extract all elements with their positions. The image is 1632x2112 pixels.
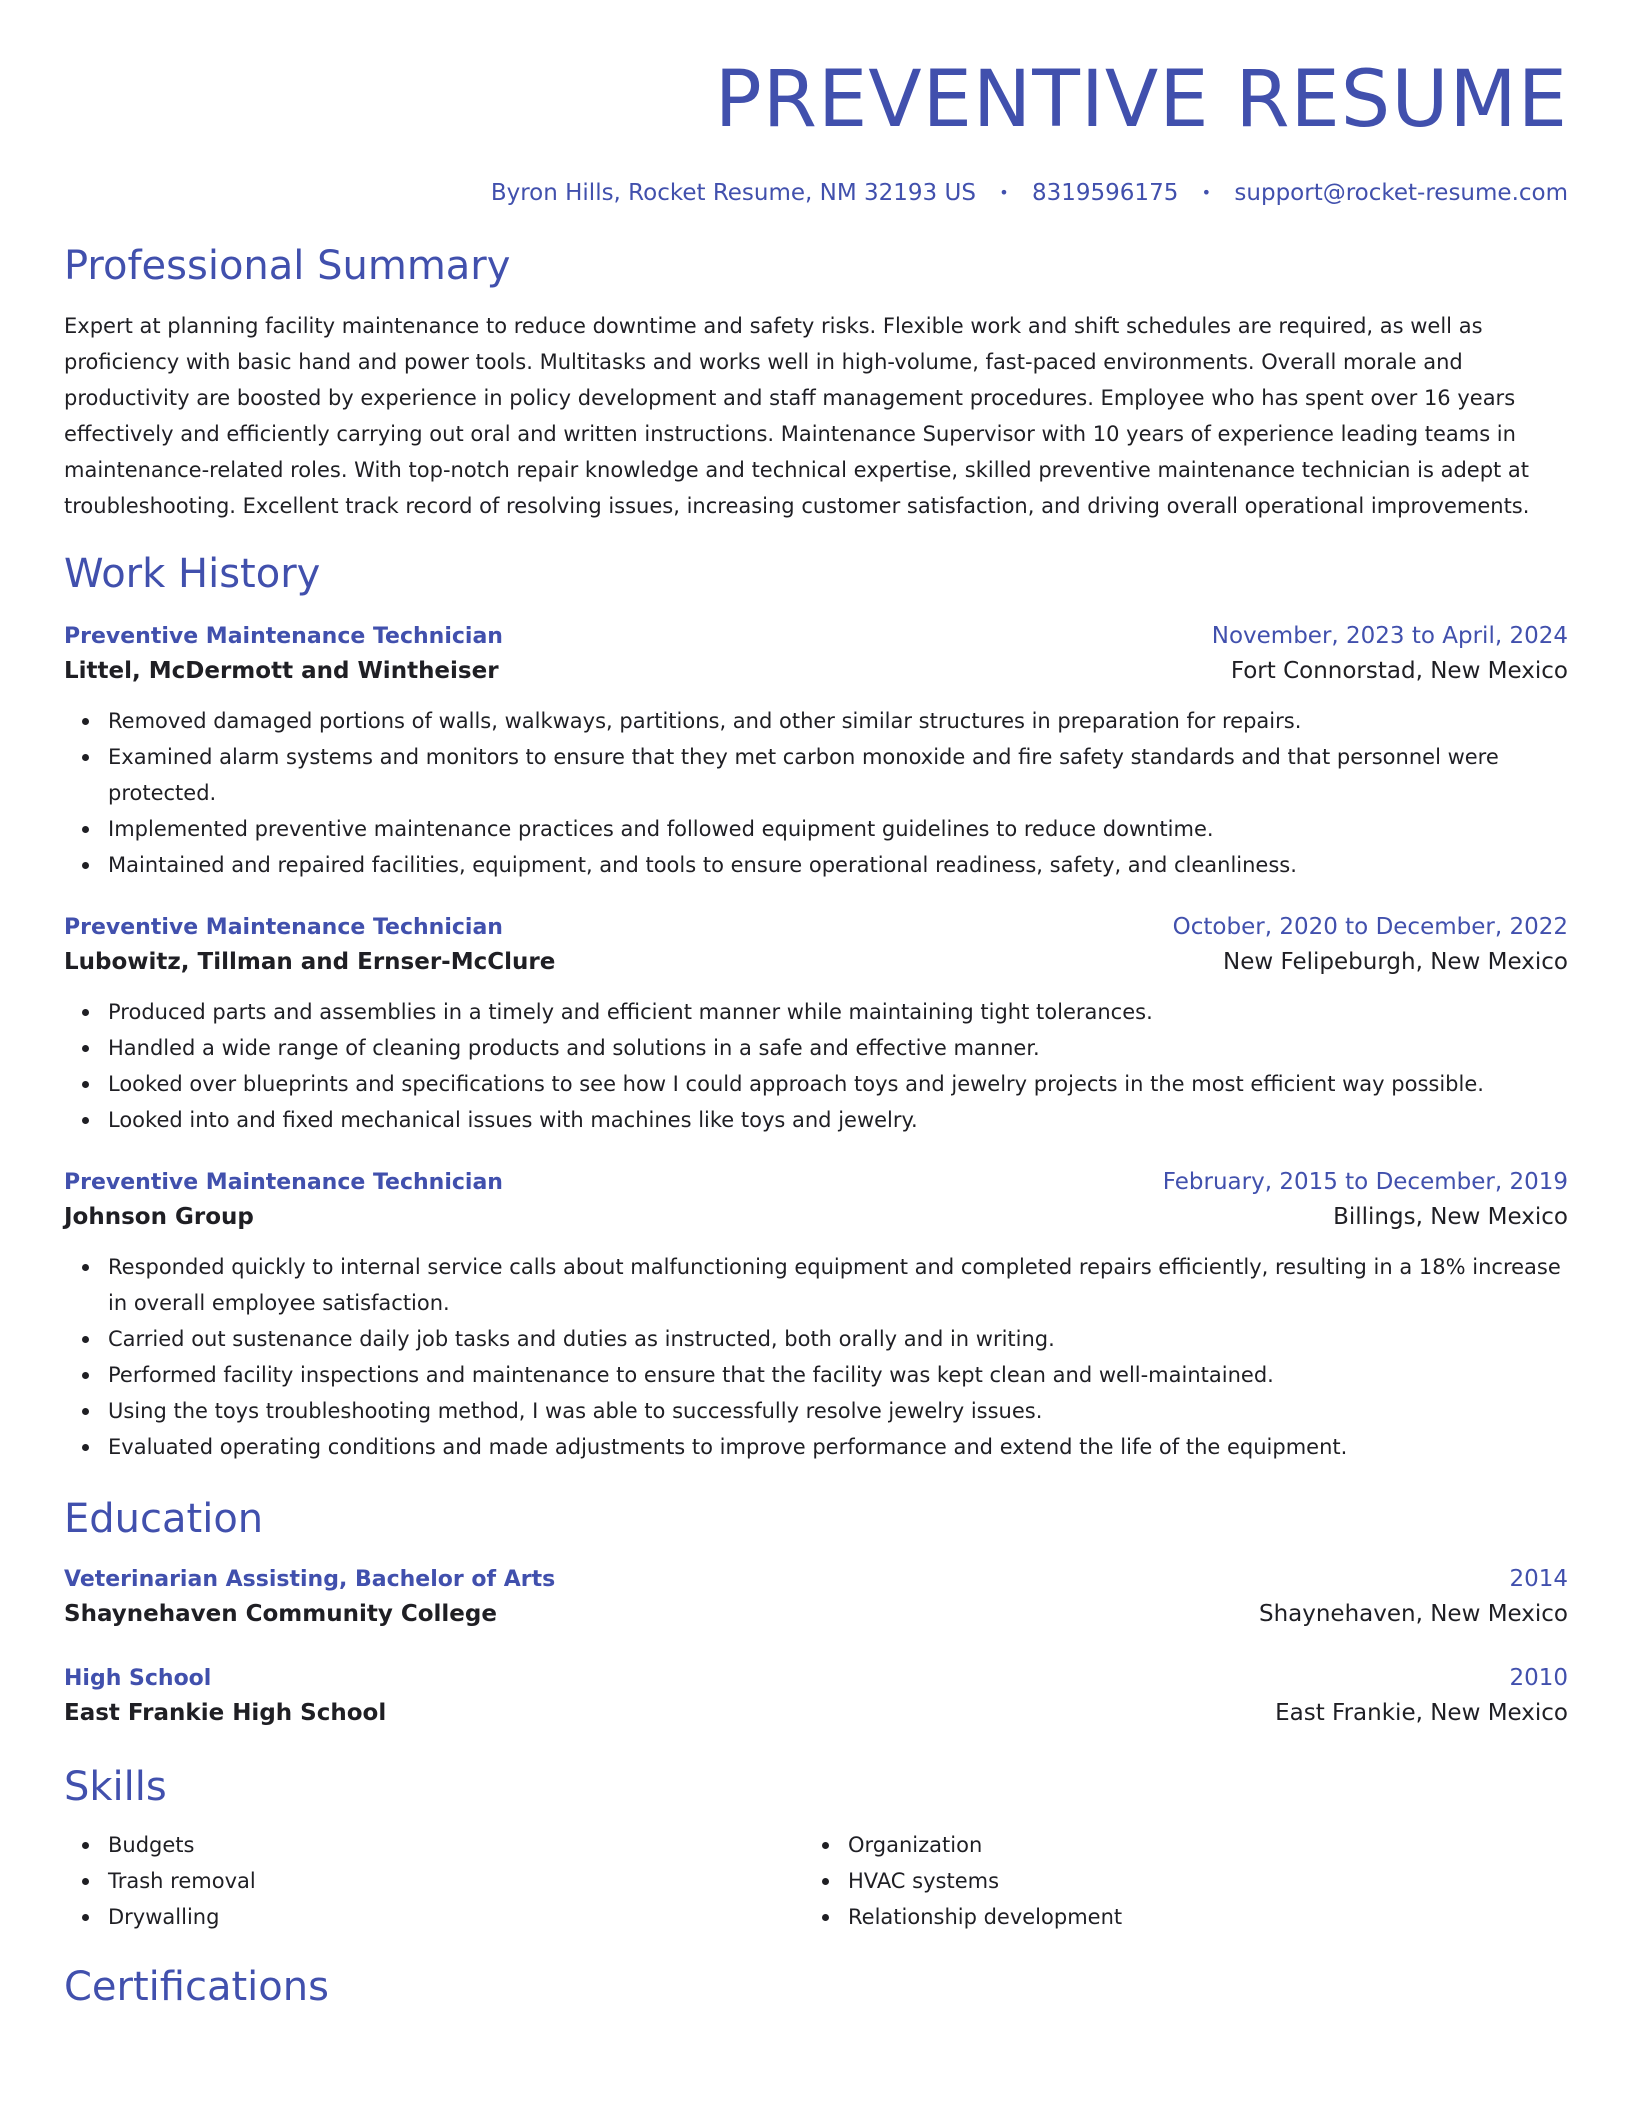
skills-list <box>804 1827 1544 1935</box>
contact-email: support@rocket-resume.com <box>1234 180 1568 206</box>
job-entry <box>64 620 1568 883</box>
job-company-row <box>64 944 1568 980</box>
contact-line <box>64 178 1568 208</box>
skill-item: Trash removal <box>108 1863 804 1899</box>
education-header-row <box>64 1563 1568 1596</box>
job-bullet: Maintained and repaired facilities, equipment, and tools to ensure operational readiness, safety, and cleanliness. <box>108 847 1568 883</box>
skills-list <box>64 1827 804 1935</box>
resume-header <box>64 48 1568 208</box>
section-title-certifications: Certifications <box>64 1964 329 2010</box>
job-role: Preventive Maintenance Technician <box>64 1170 503 1195</box>
education-year: 2010 <box>1509 1665 1568 1691</box>
job-bullet: Removed damaged portions of walls, walkways, partitions, and other similar structures in preparation for repairs. <box>108 703 1568 739</box>
job-bullet: Looked into and fixed mechanical issues with machines like toys and jewelry. <box>108 1102 1568 1138</box>
skills-column-left <box>64 1827 804 1935</box>
job-bullet: Performed facility inspections and maintenance to ensure that the facility was kept clean and well-maintained. <box>108 1357 1568 1393</box>
skills-column-right <box>804 1827 1544 1935</box>
section-title-skills: Skills <box>64 1764 167 1810</box>
contact-phone: 8319596175 <box>1032 180 1179 206</box>
job-dates: February, 2015 to December, 2019 <box>1162 1169 1568 1195</box>
contact-address: Byron Hills, Rocket Resume, NM 32193 US <box>490 180 976 206</box>
skill-item: HVAC systems <box>848 1863 1544 1899</box>
job-bullet: Carried out sustenance daily job tasks and duties as instructed, both orally and in writing. <box>108 1321 1568 1357</box>
education-header-row <box>64 1662 1568 1695</box>
education-location: East Frankie, New Mexico <box>1275 1700 1568 1726</box>
job-company: Lubowitz, Tillman and Ernser-McClure <box>64 949 556 975</box>
education-degree: High School <box>64 1666 212 1691</box>
section-title-education: Education <box>64 1496 264 1542</box>
job-location: Fort Connorstad, New Mexico <box>1230 658 1568 684</box>
job-header-row <box>64 911 1568 944</box>
job-header-row <box>64 1166 1568 1199</box>
education-school-row <box>64 1596 1568 1632</box>
skill-item: Drywalling <box>108 1899 804 1935</box>
skill-item: Budgets <box>108 1827 804 1863</box>
skill-item: Relationship development <box>848 1899 1544 1935</box>
job-entry <box>64 911 1568 1138</box>
summary-text: Expert at planning facility maintenance to reduce downtime and safety risks. Flexible work and shift schedules are required, as well as proficiency with basic hand and power tools. Multitasks and works well in high-volume, fast-paced environments. Overall morale and productivity are boosted by experience in policy development and staff management procedures. Employee who has spent over 16 years effectively and efficiently carrying out oral and written instructions. Maintenance Supervisor with 10 years of experience leading teams in maintenance-related roles. With top-notch repair knowledge and technical expertise, skilled preventive maintenance technician is adept at troubleshooting. Excellent track record of resolving issues, increasing customer satisfaction, and driving overall operational improvements. <box>64 314 1530 518</box>
education-school: Shaynehaven Community College <box>64 1601 497 1627</box>
job-company: Littel, McDermott and Wintheiser <box>64 658 499 684</box>
job-bullet: Implemented preventive maintenance practices and followed equipment guidelines to reduce downtime. <box>108 811 1568 847</box>
job-company: Johnson Group <box>64 1204 254 1230</box>
education-degree: Veterinarian Assisting, Bachelor of Arts <box>64 1567 556 1592</box>
job-company-row <box>64 1199 1568 1235</box>
job-dates: October, 2020 to December, 2022 <box>1172 914 1568 940</box>
job-bullets <box>64 994 1568 1138</box>
job-company-row <box>64 653 1568 689</box>
education-entry <box>64 1662 1568 1731</box>
job-location: Billings, New Mexico <box>1333 1204 1568 1230</box>
contact-separator: • <box>999 183 1009 202</box>
section-title-summary: Professional Summary <box>64 243 511 289</box>
candidate-name: PREVENTIVE RESUME <box>714 55 1568 145</box>
job-bullet: Looked over blueprints and specifications to see how I could approach toys and jewelry projects in the most efficient way possible. <box>108 1066 1568 1102</box>
job-bullet: Using the toys troubleshooting method, I was able to successfully resolve jewelry issues. <box>108 1393 1568 1429</box>
job-dates: November, 2023 to April, 2024 <box>1211 623 1568 649</box>
job-bullet: Responded quickly to internal service calls about malfunctioning equipment and completed repairs efficiently, resulting in a 18% increase in overall employee satisfaction. <box>108 1249 1568 1321</box>
contact-separator: • <box>1201 183 1212 202</box>
job-location: New Felipeburgh, New Mexico <box>1223 949 1568 975</box>
job-bullets <box>64 703 1568 883</box>
education-location: Shaynehaven, New Mexico <box>1258 1601 1568 1627</box>
education-school-row <box>64 1695 1568 1731</box>
job-header-row <box>64 620 1568 653</box>
skill-item: Organization <box>848 1827 1544 1863</box>
education-entry <box>64 1563 1568 1632</box>
job-bullet: Handled a wide range of cleaning products and solutions in a safe and effective manner. <box>108 1030 1568 1066</box>
job-bullets <box>64 1249 1568 1465</box>
education-school: East Frankie High School <box>64 1700 387 1726</box>
education-year: 2014 <box>1509 1566 1568 1592</box>
job-role: Preventive Maintenance Technician <box>64 915 503 940</box>
job-role: Preventive Maintenance Technician <box>64 624 503 649</box>
job-bullet: Produced parts and assemblies in a timely and efficient manner while maintaining tight tolerances. <box>108 994 1568 1030</box>
job-bullet: Evaluated operating conditions and made adjustments to improve performance and extend the life of the equipment. <box>108 1429 1568 1465</box>
job-bullet: Examined alarm systems and monitors to ensure that they met carbon monoxide and fire safety standards and that personnel were protected. <box>108 739 1568 811</box>
section-title-work-history: Work History <box>64 551 321 597</box>
job-entry <box>64 1166 1568 1465</box>
skills-grid <box>64 1827 1568 1935</box>
